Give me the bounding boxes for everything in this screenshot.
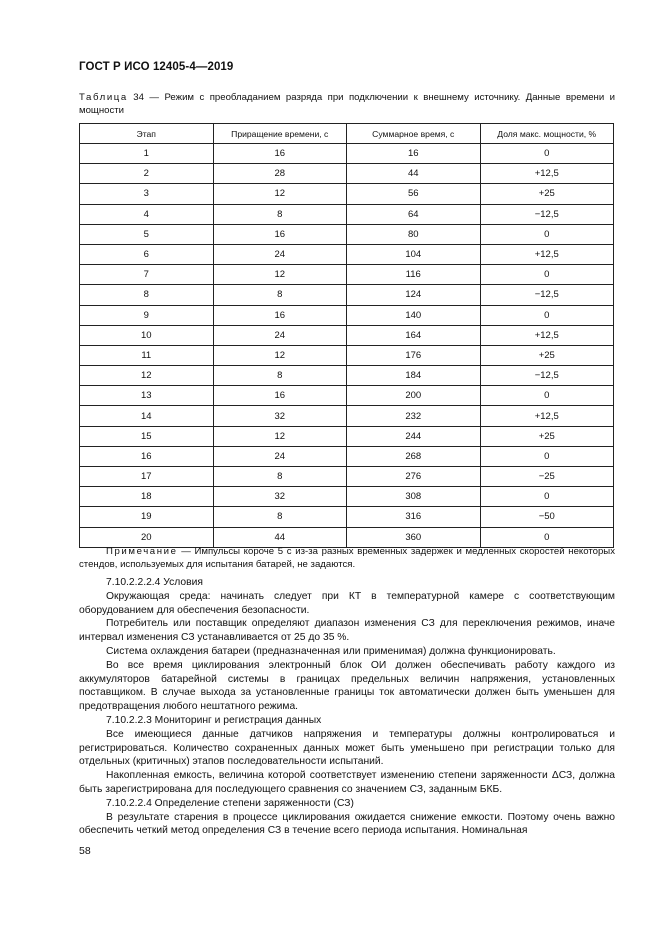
table-cell: 18 xyxy=(80,487,214,507)
table-row xyxy=(80,507,614,527)
table-cell: 104 xyxy=(347,244,481,264)
body-text xyxy=(79,576,615,838)
section-heading: 7.10.2.2.3 Мониторинг и регистрация данных xyxy=(106,714,322,726)
table-cell: 200 xyxy=(347,386,481,406)
table-cell: +25 xyxy=(480,184,614,204)
table-cell: 1 xyxy=(80,144,214,164)
table-row xyxy=(80,406,614,426)
table-row xyxy=(80,446,614,466)
table-cell: 24 xyxy=(213,446,347,466)
table-cell: 16 xyxy=(213,305,347,325)
table-row xyxy=(80,345,614,365)
table-cell: −50 xyxy=(480,507,614,527)
paragraph: Система охлаждения батареи (предназначенная или применимая) должна функционировать. xyxy=(106,645,556,657)
table-row xyxy=(80,325,614,345)
table-cell: 16 xyxy=(213,386,347,406)
table-cell: 0 xyxy=(480,446,614,466)
table-cell: 11 xyxy=(80,345,214,365)
table-cell: 64 xyxy=(347,204,481,224)
table-cell: 7 xyxy=(80,265,214,285)
table-cell: 184 xyxy=(347,366,481,386)
table-cell: 164 xyxy=(347,325,481,345)
paragraph: Все имеющиеся данные датчиков напряжения и температуры должны контролироваться и регистрироваться. Количество сохраненных данных может быть уменьшено при регистрации только для отдельных (критичных) этапов последовательности испытаний. xyxy=(79,728,615,768)
column-header: Доля макс. мощности, % xyxy=(480,124,614,144)
table-cell: 3 xyxy=(80,184,214,204)
paragraph: Во все время циклирования электронный блок ОИ должен обеспечивать работу каждого из аккумуляторов батарейной системы в границах предельных величин напряжения, установленных поставщиком. В случае выхода за установленные границы ток автоматически должен быть уменьшен для предотвращения любого нештатного режима. xyxy=(79,659,615,713)
table-caption xyxy=(79,91,615,117)
table-cell: 9 xyxy=(80,305,214,325)
table-cell: 176 xyxy=(347,345,481,365)
table-cell: 8 xyxy=(213,467,347,487)
table-cell: 0 xyxy=(480,265,614,285)
table-cell: 13 xyxy=(80,386,214,406)
table-cell: 268 xyxy=(347,446,481,466)
table-cell: +25 xyxy=(480,426,614,446)
table-row xyxy=(80,265,614,285)
table-cell: 6 xyxy=(80,244,214,264)
table-header-row xyxy=(80,124,614,144)
note-text: — Импульсы короче 5 с из-за разных временных задержек и медленных скоростей некоторых стендов, используемых для испытания батарей, не задаются. xyxy=(79,546,615,570)
table-cell: 14 xyxy=(80,406,214,426)
table-cell: +12,5 xyxy=(480,164,614,184)
paragraph: Окружающая среда: начинать следует при КТ в температурной камере с соответствующим оборудованием для обеспечения безопасности. xyxy=(79,590,615,616)
table-row xyxy=(80,244,614,264)
table-cell: 244 xyxy=(347,426,481,446)
table-row xyxy=(80,467,614,487)
table-cell: +12,5 xyxy=(480,244,614,264)
table-cell: +25 xyxy=(480,345,614,365)
paragraph: В результате старения в процессе циклирования ожидается снижение емкости. Поэтому очень важно обеспечить четкий метод определения СЗ в течение всего периода испытания. Номинальная xyxy=(79,811,615,837)
table-cell: 12 xyxy=(80,366,214,386)
table-cell: 32 xyxy=(213,487,347,507)
table-cell: −12,5 xyxy=(480,366,614,386)
table-cell: 8 xyxy=(213,204,347,224)
table-cell: 12 xyxy=(213,184,347,204)
table-cell: 44 xyxy=(347,164,481,184)
table-cell: 80 xyxy=(347,224,481,244)
table-cell: 0 xyxy=(480,224,614,244)
section-heading: 7.10.2.2.2.4 Условия xyxy=(106,577,203,588)
table-cell: 12 xyxy=(213,265,347,285)
table-cell: 360 xyxy=(347,527,481,547)
table-cell: 8 xyxy=(213,285,347,305)
table-cell: 32 xyxy=(213,406,347,426)
table-row xyxy=(80,386,614,406)
column-header: Суммарное время, с xyxy=(347,124,481,144)
table-cell: 16 xyxy=(213,144,347,164)
paragraph: Потребитель или поставщик определяют диапазон изменения СЗ для переключения режимов, иначе интервал изменения СЗ устанавливается от 25 до 35 %. xyxy=(79,618,615,644)
table-row xyxy=(80,285,614,305)
caption-text: — Режим с преобладанием разряда при подключении к внешнему источнику. Данные времени и мощности xyxy=(79,92,615,116)
table-cell: +12,5 xyxy=(480,406,614,426)
caption-label: Таблица xyxy=(79,92,128,103)
table-cell: 17 xyxy=(80,467,214,487)
data-table xyxy=(79,123,614,548)
table-row xyxy=(80,184,614,204)
table-cell: 0 xyxy=(480,305,614,325)
table-row xyxy=(80,224,614,244)
table-cell: −12,5 xyxy=(480,285,614,305)
table-cell: 15 xyxy=(80,426,214,446)
paragraph: Накопленная емкость, величина которой соответствует изменению степени заряженности ΔСЗ, должна быть зарегистрирована для последующего сравнения со значением СЗ, заданным БКБ. xyxy=(79,770,615,795)
table-row xyxy=(80,144,614,164)
table-cell: 124 xyxy=(347,285,481,305)
table-cell: 24 xyxy=(213,244,347,264)
standard-header: ГОСТ Р ИСО 12405-4—2019 xyxy=(79,61,234,73)
table-cell: 232 xyxy=(347,406,481,426)
note-label: Примечание xyxy=(106,546,178,557)
page-number: 58 xyxy=(79,845,91,857)
table-row xyxy=(80,487,614,507)
table-cell: 24 xyxy=(213,325,347,345)
table-cell: 16 xyxy=(213,224,347,244)
section-heading: 7.10.2.2.4 Определение степени заряженности (СЗ) xyxy=(106,797,354,809)
table-cell: 0 xyxy=(480,144,614,164)
caption-number: 34 xyxy=(133,92,144,103)
table-cell: 56 xyxy=(347,184,481,204)
table-cell: −12,5 xyxy=(480,204,614,224)
table-cell: 8 xyxy=(213,507,347,527)
table-cell: 28 xyxy=(213,164,347,184)
table-cell: 308 xyxy=(347,487,481,507)
column-header: Приращение времени, с xyxy=(213,124,347,144)
table-row xyxy=(80,204,614,224)
table-cell: 5 xyxy=(80,224,214,244)
table-cell: 20 xyxy=(80,527,214,547)
table-cell: 0 xyxy=(480,527,614,547)
table-cell: −25 xyxy=(480,467,614,487)
table-row xyxy=(80,426,614,446)
table-cell: 8 xyxy=(80,285,214,305)
table-row xyxy=(80,164,614,184)
table-cell: 16 xyxy=(347,144,481,164)
table-cell: 12 xyxy=(213,345,347,365)
table-cell: 116 xyxy=(347,265,481,285)
table-cell: 19 xyxy=(80,507,214,527)
table-cell: 12 xyxy=(213,426,347,446)
table-cell: 0 xyxy=(480,487,614,507)
table-cell: +12,5 xyxy=(480,325,614,345)
table-cell: 140 xyxy=(347,305,481,325)
table-row xyxy=(80,305,614,325)
table-cell: 16 xyxy=(80,446,214,466)
table-cell: 44 xyxy=(213,527,347,547)
table-note xyxy=(79,545,615,571)
table-cell: 2 xyxy=(80,164,214,184)
table-row xyxy=(80,366,614,386)
table-cell: 0 xyxy=(480,386,614,406)
table-cell: 316 xyxy=(347,507,481,527)
column-header: Этап xyxy=(80,124,214,144)
table-cell: 4 xyxy=(80,204,214,224)
table-cell: 10 xyxy=(80,325,214,345)
table-cell: 276 xyxy=(347,467,481,487)
table-cell: 8 xyxy=(213,366,347,386)
